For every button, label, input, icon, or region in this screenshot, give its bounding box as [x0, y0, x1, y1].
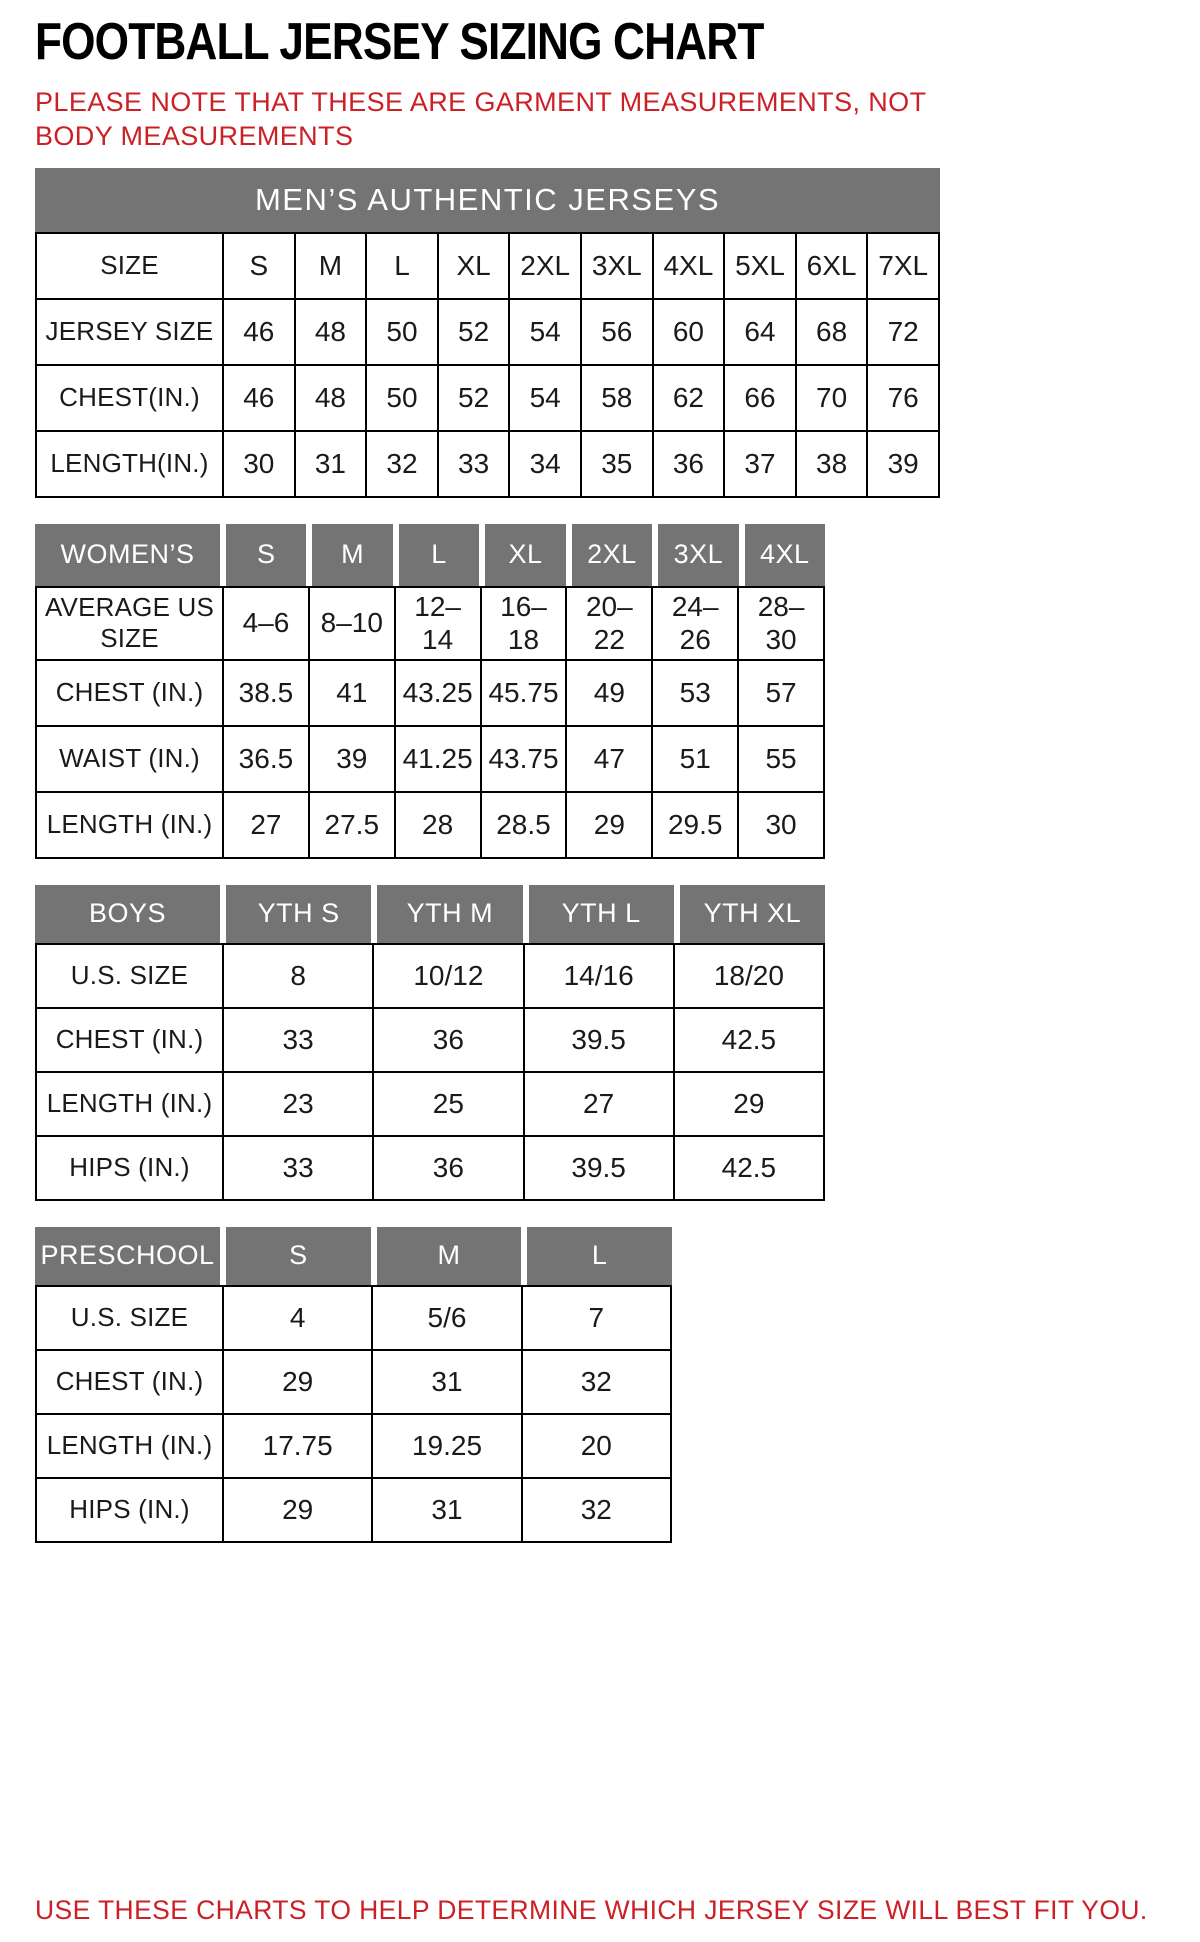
table-cell: 43.25 — [396, 661, 480, 725]
size-column-header: 3XL — [658, 524, 738, 586]
table-cell: 36.5 — [224, 727, 308, 791]
table-cell: 4–6 — [224, 588, 308, 659]
table-cell: 35 — [582, 432, 652, 496]
table-cell: 18/20 — [675, 945, 823, 1007]
size-column-header: YTH XL — [680, 885, 825, 943]
row-label: CHEST (IN.) — [37, 1009, 222, 1071]
row-label: SIZE — [37, 234, 222, 298]
table-cell: 50 — [367, 300, 437, 364]
table-cell: 42.5 — [675, 1009, 823, 1071]
table-cell: 32 — [523, 1479, 670, 1541]
table-cell: 29 — [224, 1351, 371, 1413]
table-cell: 34 — [510, 432, 580, 496]
table-cell: 28.5 — [482, 793, 566, 857]
size-column-header: M — [377, 1227, 522, 1285]
row-label: CHEST (IN.) — [37, 1351, 222, 1413]
table-cell: 10/12 — [374, 945, 522, 1007]
table-cell: 20–22 — [567, 588, 651, 659]
table-cell: 33 — [224, 1009, 372, 1071]
table-cell: 36 — [654, 432, 724, 496]
table-cell: 4XL — [654, 234, 724, 298]
size-column-header: 2XL — [572, 524, 652, 586]
table-cell: 25 — [374, 1073, 522, 1135]
table-cell: 68 — [797, 300, 867, 364]
table-cell: 38 — [797, 432, 867, 496]
table-header-row — [35, 524, 825, 586]
table-cell: 51 — [653, 727, 737, 791]
table-cell: 7XL — [868, 234, 938, 298]
table-cell: 17.75 — [224, 1415, 371, 1477]
table-cell: 52 — [439, 366, 509, 430]
table-cell: 39.5 — [525, 1137, 673, 1199]
preschool-sizing-table — [35, 1227, 672, 1543]
row-label: LENGTH(IN.) — [37, 432, 222, 496]
table-cell: 48 — [296, 366, 366, 430]
table-cell: 49 — [567, 661, 651, 725]
row-label: HIPS (IN.) — [37, 1137, 222, 1199]
boys-sizing-table — [35, 885, 825, 1201]
table-cell: L — [367, 234, 437, 298]
row-label: U.S. SIZE — [37, 1287, 222, 1349]
row-label: JERSEY SIZE — [37, 300, 222, 364]
table-cell: 39.5 — [525, 1009, 673, 1071]
table-cell: 29 — [675, 1073, 823, 1135]
table-cell: 36 — [374, 1137, 522, 1199]
table-body — [35, 943, 825, 1201]
table-body — [35, 1285, 672, 1543]
table-cell: 55 — [739, 727, 823, 791]
table-body — [35, 232, 940, 498]
table-cell: 32 — [367, 432, 437, 496]
table-cell: 30 — [739, 793, 823, 857]
table-cell: 5/6 — [373, 1287, 520, 1349]
table-cell: 23 — [224, 1073, 372, 1135]
table-cell: 29 — [224, 1479, 371, 1541]
table-banner: MEN’S AUTHENTIC JERSEYS — [35, 168, 940, 232]
table-cell: 20 — [523, 1415, 670, 1477]
table-cell: 54 — [510, 366, 580, 430]
table-cell: 45.75 — [482, 661, 566, 725]
table-cell: 41 — [310, 661, 394, 725]
table-cell: 30 — [224, 432, 294, 496]
table-cell: 52 — [439, 300, 509, 364]
row-label: CHEST(IN.) — [37, 366, 222, 430]
table-cell: 72 — [868, 300, 938, 364]
table-cell: 16–18 — [482, 588, 566, 659]
table-cell: 6XL — [797, 234, 867, 298]
table-cell: 33 — [224, 1137, 372, 1199]
table-cell: 70 — [797, 366, 867, 430]
table-cell: 46 — [224, 366, 294, 430]
table-cell: 3XL — [582, 234, 652, 298]
footer-note: USE THESE CHARTS TO HELP DETERMINE WHICH JERSEY SIZE WILL BEST FIT YOU. — [35, 1894, 1148, 1925]
table-cell: 5XL — [725, 234, 795, 298]
table-cell: 53 — [653, 661, 737, 725]
table-cell: 4 — [224, 1287, 371, 1349]
table-cell: 37 — [725, 432, 795, 496]
table-header-label: BOYS — [35, 885, 220, 943]
table-cell: M — [296, 234, 366, 298]
table-header-label: WOMEN’S — [35, 524, 220, 586]
table-body — [35, 586, 825, 859]
size-column-header: 4XL — [745, 524, 825, 586]
table-cell: 36 — [374, 1009, 522, 1071]
table-cell: 57 — [739, 661, 823, 725]
row-label: AVERAGE US SIZE — [37, 588, 222, 659]
row-label: CHEST (IN.) — [37, 661, 222, 725]
size-column-header: YTH M — [377, 885, 522, 943]
table-cell: 29 — [567, 793, 651, 857]
table-cell: 56 — [582, 300, 652, 364]
row-label: U.S. SIZE — [37, 945, 222, 1007]
table-cell: 58 — [582, 366, 652, 430]
size-column-header: YTH S — [226, 885, 371, 943]
table-cell: 29.5 — [653, 793, 737, 857]
table-cell: 38.5 — [224, 661, 308, 725]
table-cell: 39 — [310, 727, 394, 791]
page-title: FOOTBALL JERSEY SIZING CHART — [35, 13, 764, 71]
table-cell: 33 — [439, 432, 509, 496]
table-cell: 54 — [510, 300, 580, 364]
table-cell: 8 — [224, 945, 372, 1007]
table-cell: 31 — [373, 1351, 520, 1413]
table-header-row — [35, 885, 825, 943]
table-cell: 28–30 — [739, 588, 823, 659]
table-cell: 8–10 — [310, 588, 394, 659]
table-cell: 27 — [224, 793, 308, 857]
table-header-label: PRESCHOOL — [35, 1227, 220, 1285]
table-cell: 32 — [523, 1351, 670, 1413]
table-cell: 14/16 — [525, 945, 673, 1007]
table-cell: 2XL — [510, 234, 580, 298]
size-column-header: M — [312, 524, 392, 586]
table-cell: 24–26 — [653, 588, 737, 659]
table-cell: 46 — [224, 300, 294, 364]
table-cell: XL — [439, 234, 509, 298]
table-cell: 31 — [296, 432, 366, 496]
table-cell: 27.5 — [310, 793, 394, 857]
table-cell: 60 — [654, 300, 724, 364]
table-cell: 19.25 — [373, 1415, 520, 1477]
table-cell: 12–14 — [396, 588, 480, 659]
size-column-header: YTH L — [529, 885, 674, 943]
table-cell: 27 — [525, 1073, 673, 1135]
row-label: LENGTH (IN.) — [37, 1073, 222, 1135]
size-column-header: S — [226, 524, 306, 586]
table-cell: 41.25 — [396, 727, 480, 791]
row-label: LENGTH (IN.) — [37, 1415, 222, 1477]
table-cell: 76 — [868, 366, 938, 430]
table-cell: S — [224, 234, 294, 298]
size-column-header: S — [226, 1227, 371, 1285]
table-cell: 42.5 — [675, 1137, 823, 1199]
table-cell: 66 — [725, 366, 795, 430]
table-cell: 50 — [367, 366, 437, 430]
size-column-header: L — [527, 1227, 672, 1285]
size-column-header: L — [399, 524, 479, 586]
table-cell: 28 — [396, 793, 480, 857]
table-cell: 62 — [654, 366, 724, 430]
size-column-header: XL — [485, 524, 565, 586]
table-cell: 7 — [523, 1287, 670, 1349]
table-cell: 43.75 — [482, 727, 566, 791]
garment-measurement-note: PLEASE NOTE THAT THESE ARE GARMENT MEASUREMENTS, NOT BODY MEASUREMENTS — [35, 87, 926, 152]
row-label: LENGTH (IN.) — [37, 793, 222, 857]
table-cell: 39 — [868, 432, 938, 496]
table-cell: 48 — [296, 300, 366, 364]
row-label: HIPS (IN.) — [37, 1479, 222, 1541]
womens-sizing-table — [35, 524, 825, 859]
table-cell: 31 — [373, 1479, 520, 1541]
table-cell: 64 — [725, 300, 795, 364]
table-cell: 47 — [567, 727, 651, 791]
mens-authentic-jerseys-table — [35, 168, 940, 498]
row-label: WAIST (IN.) — [37, 727, 222, 791]
table-header-row — [35, 1227, 672, 1285]
